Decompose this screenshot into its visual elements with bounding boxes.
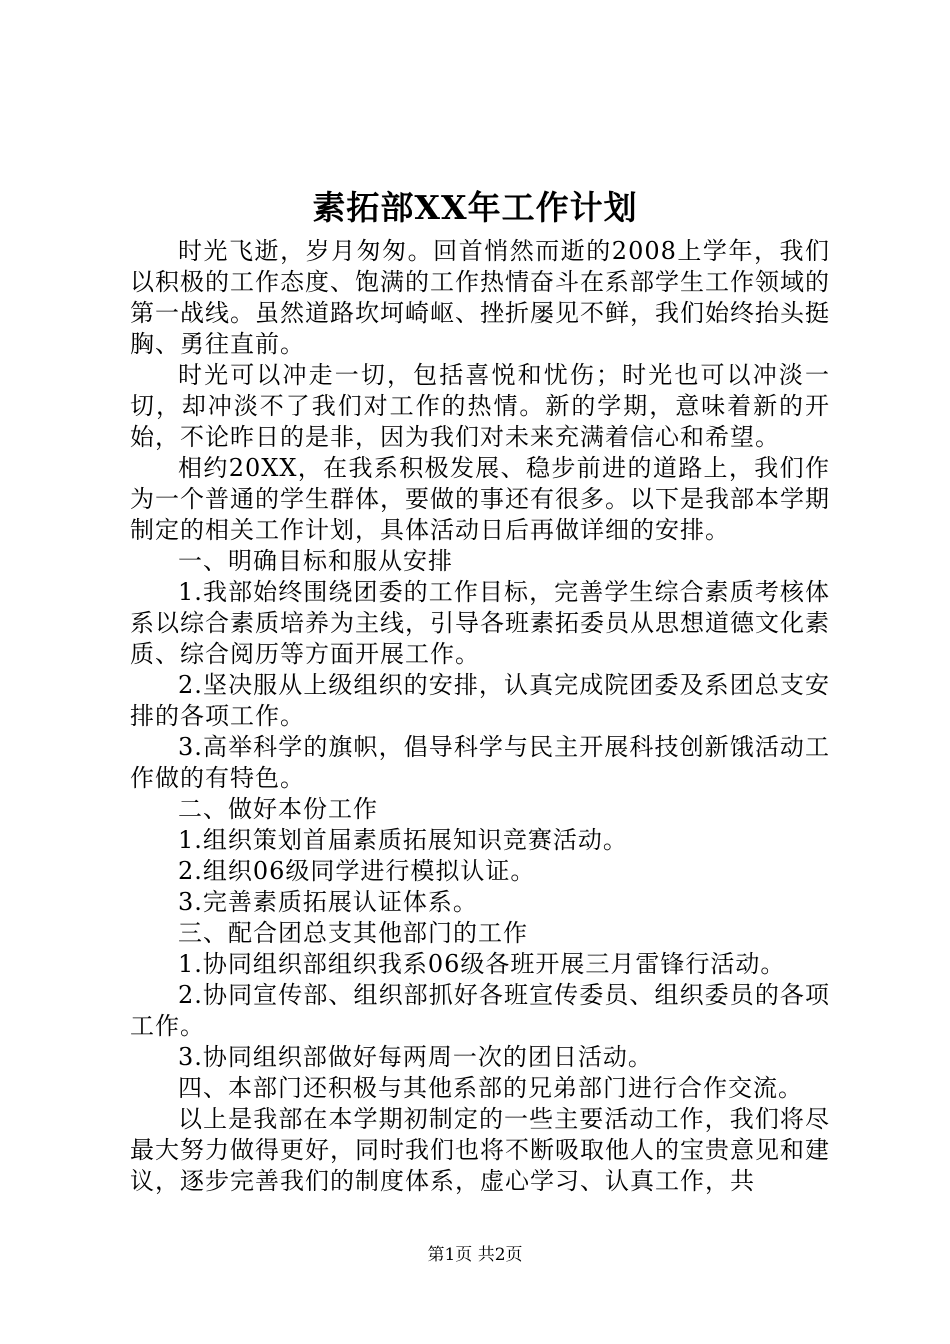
section-heading-2: 二、做好本份工作 [178,795,378,823]
section-1-item-2: 2.坚决服从上级组织的安排，认真完成院团委及系团总支安排的各项工作。 [130,671,830,730]
section-2-item-3: 3.完善素质拓展认证体系。 [178,888,478,916]
section-heading-4: 四、本部门还积极与其他系部的兄弟部门进行合作交流。 [178,1074,803,1102]
page-number-footer: 第1页 共2页 [427,1245,523,1265]
section-1-item-1: 1.我部始终围绕团委的工作目标，完善学生综合素质考核体系以综合素质培养为主线，引导各班素拓委员从思想道德文化素质、综合阅历等方面开展工作。 [130,578,830,668]
section-heading-3: 三、配合团总支其他部门的工作 [178,919,528,947]
section-3-item-3: 3.协同组织部做好每两周一次的团日活动。 [178,1043,653,1071]
section-3-item-2: 2.协同宣传部、组织部抓好各班宣传委员、组织委员的各项工作。 [130,981,830,1040]
section-2-item-2: 2.组织06级同学进行模拟认证。 [178,857,536,885]
paragraph-conclusion: 以上是我部在本学期初制定的一些主要活动工作，我们将尽最大努力做得更好，同时我们也将不断吸取他人的宝贵意见和建议，逐步完善我们的制度体系，虚心学习、认真工作，共 [130,1105,830,1195]
section-3-item-1: 1.协同组织部组织我系06级各班开展三月雷锋行活动。 [178,950,786,978]
section-1-item-3: 3.高举科学的旗帜，倡导科学与民主开展科技创新饿活动工作做的有特色。 [130,733,830,792]
section-heading-1: 一、明确目标和服从安排 [178,547,453,575]
document-body [130,236,830,1197]
paragraph-intro-3: 相约20XX，在我系积极发展、稳步前进的道路上，我们作为一个普通的学生群体，要做的事还有很多。以下是我部本学期制定的相关工作计划，具体活动日后再做详细的安排。 [130,454,830,544]
paragraph-intro-2: 时光可以冲走一切，包括喜悦和忧伤；时光也可以冲淡一切，却冲淡不了我们对工作的热情。新的学期，意味着新的开始，不论昨日的是非，因为我们对未来充满着信心和希望。 [130,361,830,451]
document-title: 素拓部XX年工作计划 [312,188,638,227]
paragraph-intro-1: 时光飞逝，岁月匆匆。回首悄然而逝的2008上学年，我们以积极的工作态度、饱满的工作热情奋斗在系部学生工作领域的第一战线。虽然道路坎坷崎岖、挫折屡见不鲜，我们始终抬头挺胸、勇往直前。 [130,237,830,358]
section-2-item-1: 1.组织策划首届素质拓展知识竞赛活动。 [178,826,628,854]
